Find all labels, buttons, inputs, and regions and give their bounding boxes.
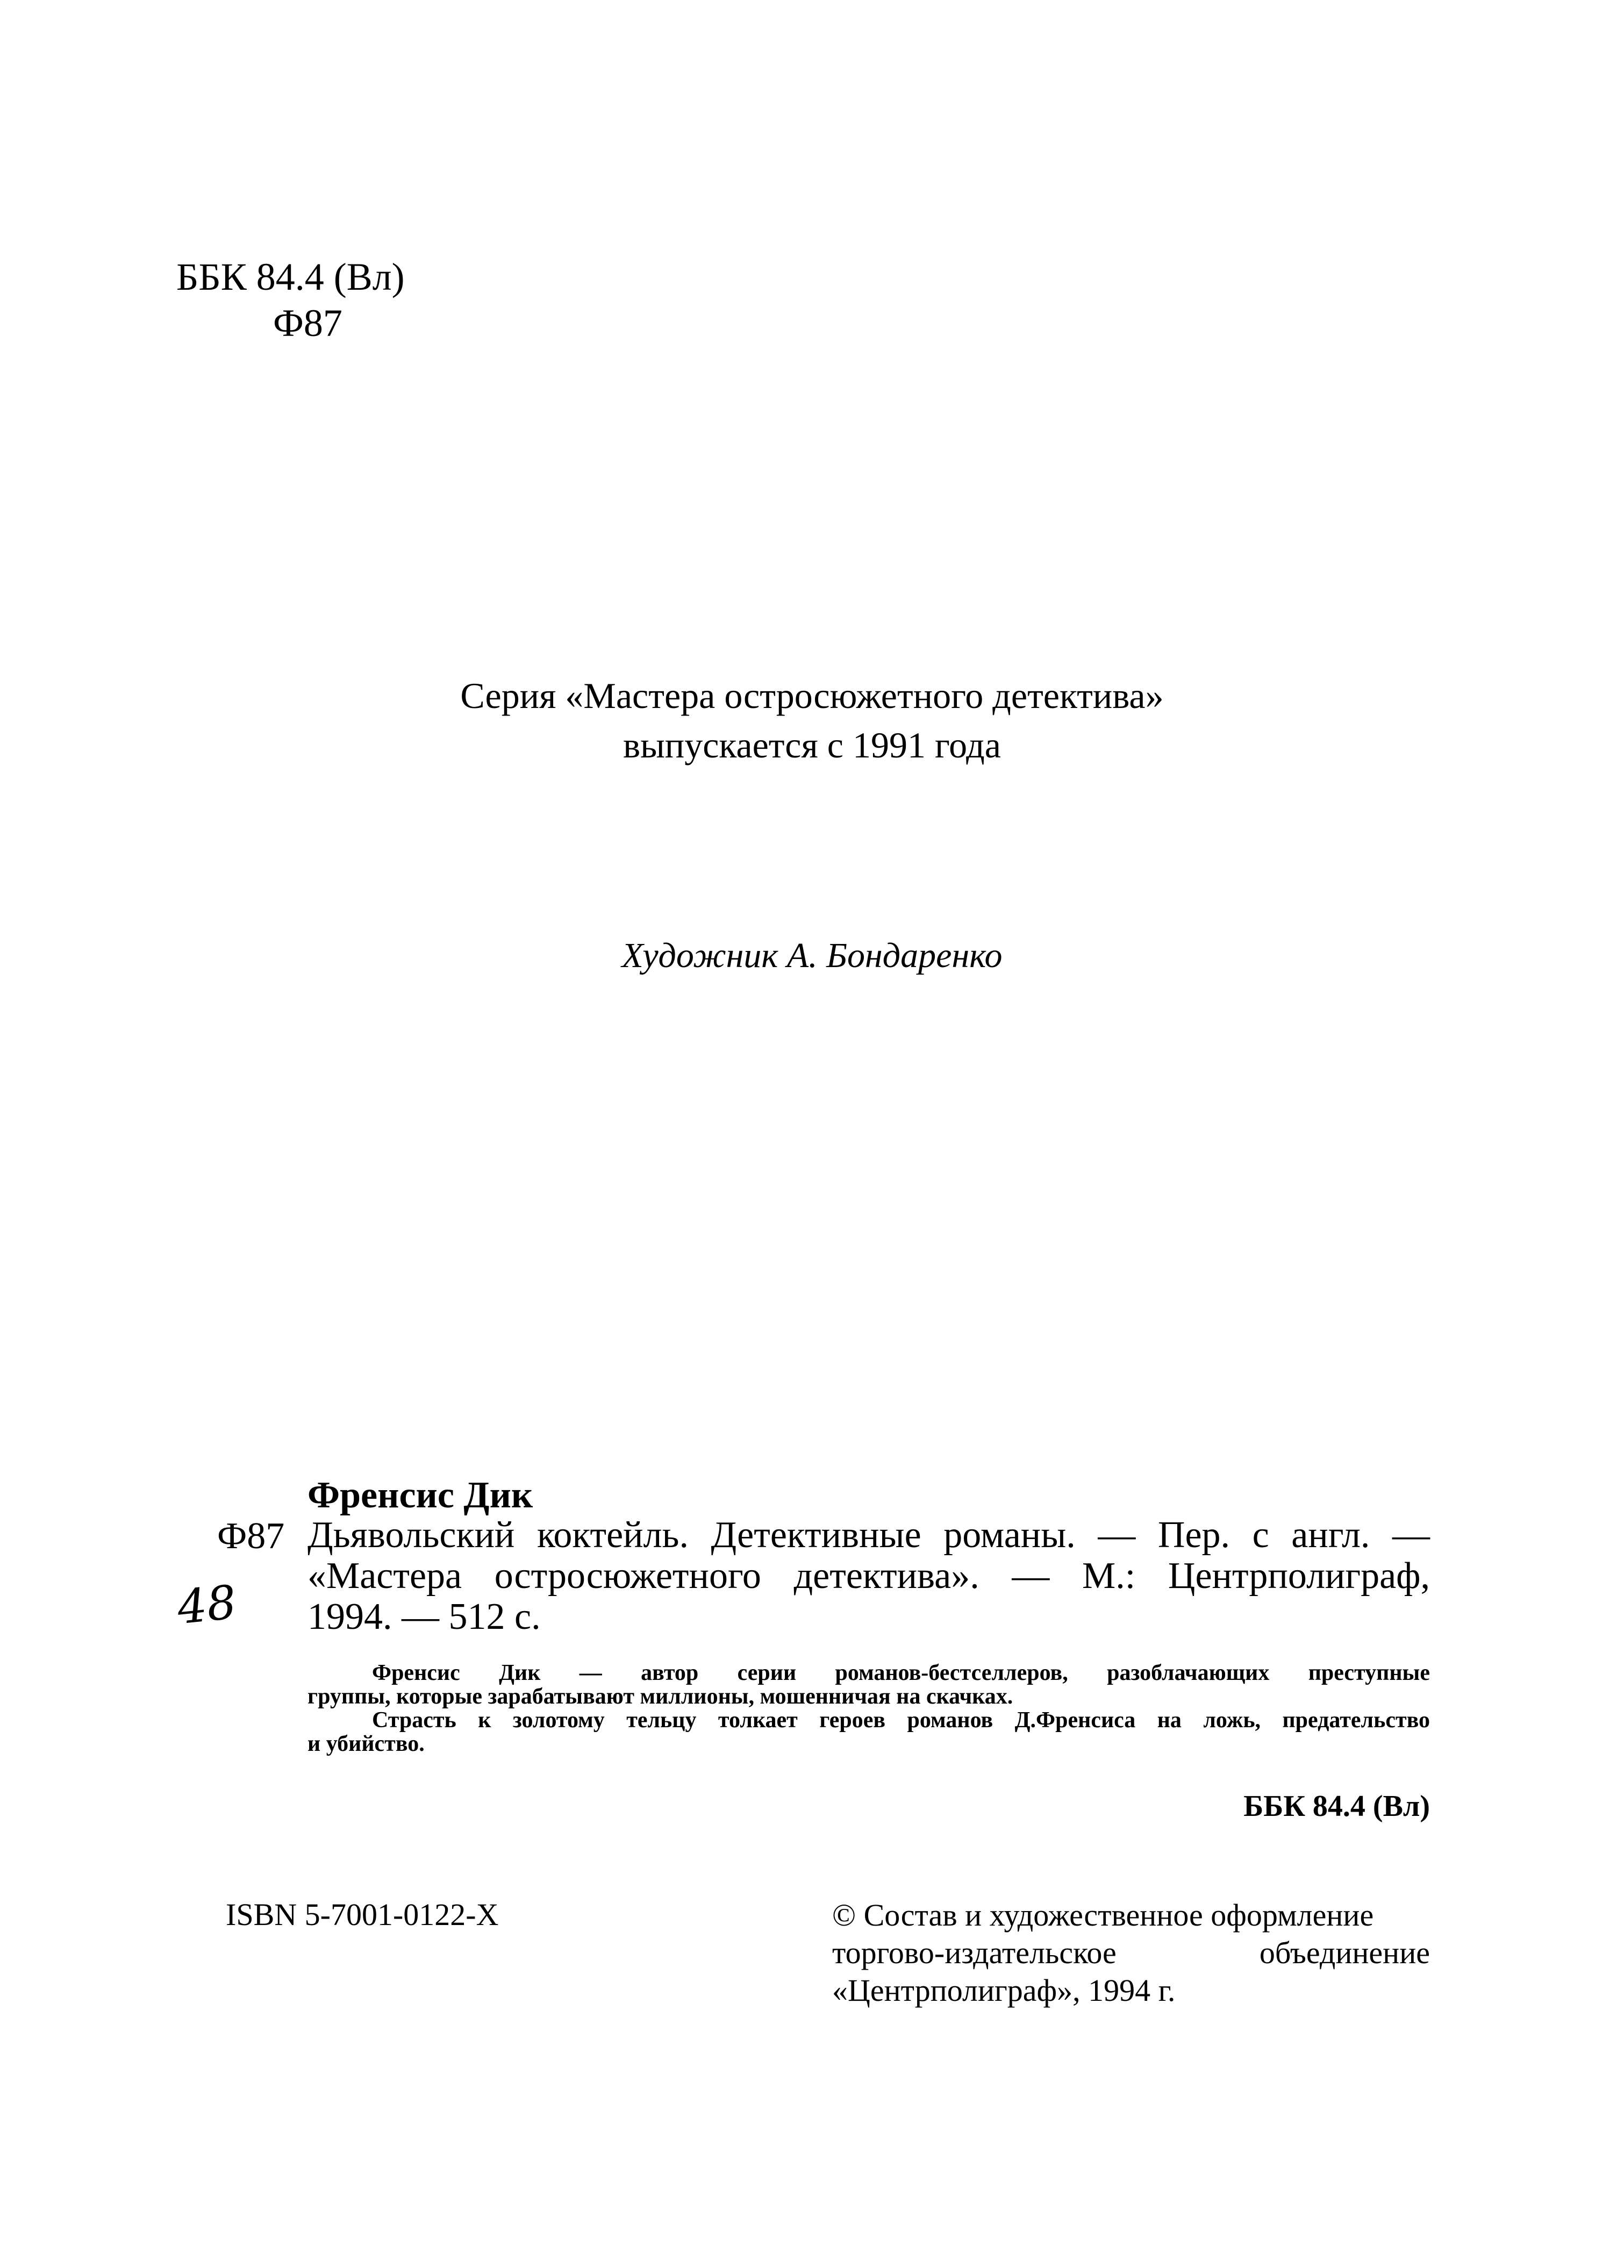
annotation-p1-line2: группы, которые зарабатывают миллионы, мошенничая на скачках. [307, 1684, 1013, 1709]
copyright-notice [832, 1897, 1430, 2009]
isbn: ISBN 5-7001-0122-X [226, 1897, 499, 1932]
annotation [307, 1661, 1430, 1756]
copyright-line-3: «Центрполиграф», 1994 г. [832, 1973, 1176, 2008]
catalog-entry [307, 1515, 1430, 1637]
catalog-line-1: Дьявольский коктейль. Детективные романы. — Пер. с англ. — [307, 1514, 1430, 1556]
annotation-p2-line1: Страсть к золотому тельцу толкает героев романов Д.Френсиса на ложь, предательство [372, 1708, 1430, 1733]
series-since: выпускается с 1991 года [623, 725, 1001, 765]
catalog-author-mark: Ф87 [217, 1515, 285, 1557]
classification-bottom: ББК 84.4 (Вл) [1243, 1790, 1430, 1823]
copyright-line-1: © Состав и художественное оформление [832, 1898, 1374, 1933]
classification-block-top [176, 254, 405, 346]
series-title: Серия «Мастера остросюжетного детектива» [460, 675, 1164, 716]
handwritten-note: 48 [175, 1575, 239, 1635]
catalog-line-3: 1994. — 512 с. [307, 1596, 541, 1637]
annotation-p1-line1: Френсис Дик — автор серии романов-бестселлеров, разоблачающих преступные [372, 1661, 1430, 1685]
series-note [0, 671, 1624, 770]
catalog-author: Френсис Дик [307, 1475, 533, 1516]
annotation-p2-line2: и убийство. [307, 1732, 425, 1756]
copyright-line-2: торгово-издательское объединение [832, 1935, 1430, 1970]
author-mark: Ф87 [273, 302, 342, 345]
bbk-code: ББК 84.4 (Вл) [176, 255, 405, 298]
artist-credit: Художник А. Бондаренко [621, 936, 1003, 975]
catalog-line-2: «Мастера остросюжетного детектива». — М.: Центрполиграф, [307, 1555, 1430, 1597]
